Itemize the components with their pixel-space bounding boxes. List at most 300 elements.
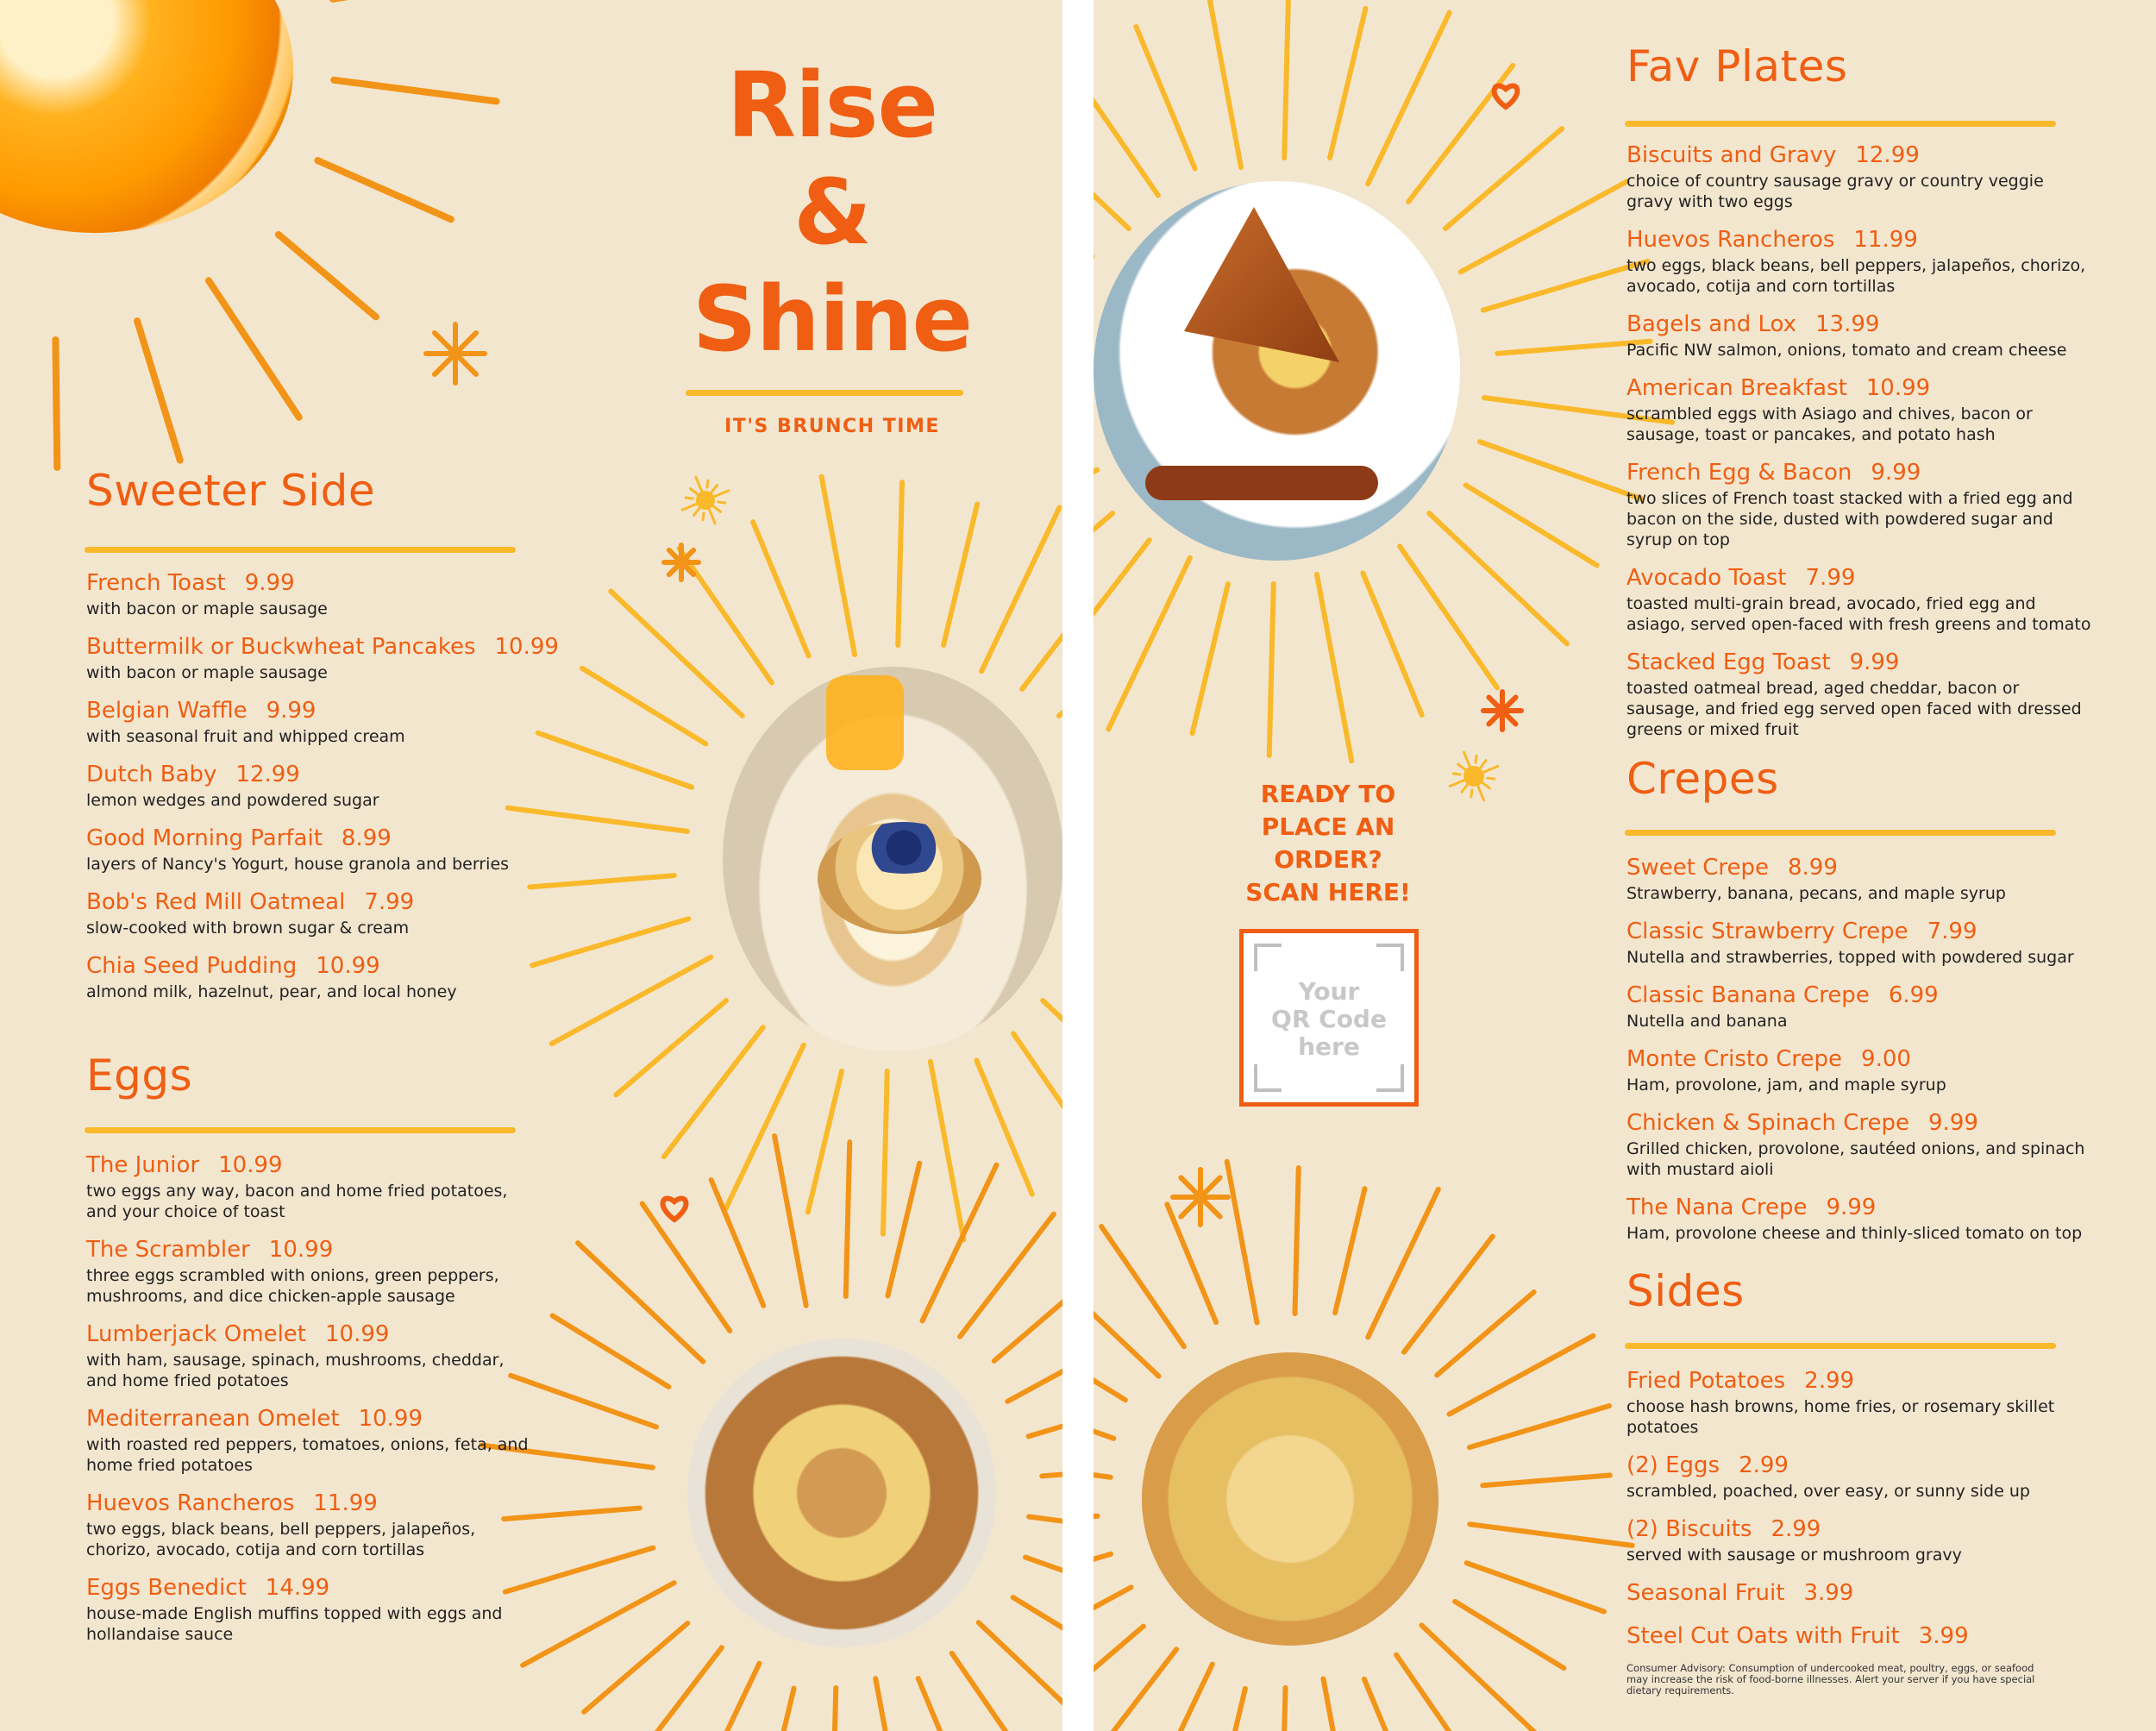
qr-cta-line: PLACE AN	[1261, 812, 1395, 841]
menu-item	[1626, 457, 2092, 550]
sun-ray-icon	[1094, 1264, 1159, 1377]
sun-ray-icon	[1094, 1627, 1144, 1709]
sun-ray-icon	[875, 1678, 907, 1731]
menu-item-price: 8.99	[1788, 855, 1838, 881]
heart-icon	[663, 1198, 686, 1220]
title-divider	[686, 390, 963, 396]
menu-item-header	[86, 759, 552, 790]
menu-item-price: 11.99	[313, 1490, 378, 1516]
menu-item-header	[1626, 1621, 2092, 1652]
menu-item-description: Strawberry, banana, pecans, and maple syrup	[1626, 884, 2006, 903]
sun-ray-icon	[1193, 584, 1228, 733]
menu-item-header	[86, 1319, 535, 1350]
sun-ray-icon	[1437, 1292, 1533, 1375]
menu-item	[1626, 647, 2092, 740]
qr-placeholder-line: QR Code	[1271, 1005, 1387, 1033]
sun-ray-icon	[898, 482, 902, 645]
qr-corner-mark	[1254, 1064, 1282, 1092]
sun-ray-icon	[726, 1045, 804, 1209]
star-burst-icon	[1173, 1170, 1228, 1225]
menu-item	[86, 1572, 535, 1645]
menu-item-price: 9.99	[1849, 649, 1900, 675]
menu-item-description: three eggs scrambled with onions, green peppers, mushrooms, and dice chicken-apple sausage	[86, 1266, 499, 1306]
sun-ray-icon	[976, 1061, 1031, 1195]
menu-item-header	[1626, 1192, 2092, 1223]
sun-ray-icon	[55, 340, 57, 467]
menu-item	[1626, 852, 2092, 904]
sun-ray-icon	[334, 80, 496, 102]
sun-ray-icon	[1142, 1665, 1213, 1731]
menu-item-price: 3.99	[1803, 1580, 1854, 1606]
menu-left-panel	[0, 0, 1062, 1731]
menu-item-header	[1626, 373, 2092, 404]
menu-item-header	[1626, 1450, 2092, 1481]
qr-placeholder-line: here	[1298, 1032, 1360, 1061]
menu-item-header	[86, 1150, 535, 1181]
sun-ray-icon	[711, 1180, 764, 1306]
menu-item-price: 2.99	[1739, 1452, 1789, 1478]
sun-ray-icon	[710, 486, 717, 494]
sun-ray-icon	[553, 1315, 669, 1386]
menu-item-name: (2) Eggs	[1626, 1452, 1720, 1478]
menu-item-name: Belgian Waffle	[86, 698, 248, 724]
sun-ray-icon	[686, 1664, 760, 1731]
menu-right-panel	[1094, 0, 2156, 1731]
sun-ray-icon	[532, 919, 688, 965]
menu-item-description: with bacon or maple sausage	[86, 599, 328, 618]
menu-item-name: Steel Cut Oats with Fruit	[1626, 1623, 1900, 1649]
sun-ray-icon	[1368, 1189, 1438, 1338]
menu-item-price: 10.99	[325, 1321, 390, 1347]
sun-ray-icon	[680, 549, 772, 683]
sun-ray-icon	[822, 477, 855, 655]
menu-item-price: 9.99	[1871, 460, 1921, 486]
sun-ray-icon	[1445, 129, 1562, 229]
menu-item-price: 13.99	[1815, 311, 1880, 337]
sun-ray-icon	[1483, 261, 1648, 310]
section-divider	[1625, 121, 2056, 127]
qr-cta-line: READY TO	[1260, 780, 1396, 808]
sausage	[1145, 466, 1378, 500]
sun-ray-icon	[808, 1071, 842, 1212]
eggs-list	[86, 1150, 535, 1657]
tagline: IT'S BRUNCH TIME	[724, 416, 940, 437]
sun-ray-icon	[1025, 1558, 1062, 1609]
menu-item-price: 14.99	[265, 1575, 330, 1601]
menu-item-name: Classic Strawberry Crepe	[1626, 919, 1908, 944]
sun-ray-icon	[1101, 1226, 1184, 1346]
menu-item	[86, 823, 552, 875]
sun-ray-icon	[1400, 546, 1497, 687]
sun-ray-icon	[994, 1272, 1062, 1361]
menu-item	[1626, 1365, 2092, 1438]
sun-ray-icon	[1013, 1033, 1062, 1168]
menu-item-description: lemon wedges and powdered sugar	[86, 791, 379, 810]
menu-item	[1626, 224, 2092, 297]
menu-item-name: Bagels and Lox	[1626, 311, 1797, 337]
menu-item-header	[86, 823, 552, 854]
menu-item-name: American Breakfast	[1626, 375, 1847, 401]
sun-ray-icon	[846, 1142, 850, 1296]
menu-item-header	[1626, 1044, 2092, 1075]
sun-ray-icon	[1470, 1406, 1609, 1447]
menu-item-price: 7.99	[1805, 565, 1856, 591]
sun-icon-rays	[682, 477, 729, 524]
sun-ray-icon	[1282, 1688, 1285, 1731]
menu-item-price: 10.99	[494, 634, 559, 660]
title-line-1: Rise	[726, 53, 938, 158]
sun-ray-icon	[1482, 1475, 1610, 1485]
menu-item-header	[1626, 1365, 2092, 1396]
crepes-photo	[1142, 1352, 1438, 1646]
menu-item-name: The Scrambler	[86, 1237, 250, 1263]
sun-ray-icon	[1471, 790, 1472, 797]
sun-ray-icon	[1284, 0, 1288, 158]
menu-item-description: toasted multi-grain bread, avocado, fried egg and asiago, served open-faced with fresh greens and tomato	[1626, 594, 2091, 634]
menu-item-header	[86, 1403, 535, 1434]
sun-ray-icon	[711, 505, 720, 511]
menu-item-price: 9.00	[1861, 1046, 1911, 1072]
menu-item-header	[86, 1572, 535, 1603]
qr-cta-line: ORDER?	[1274, 845, 1382, 874]
sun-ray-icon	[552, 957, 711, 1044]
section-divider	[85, 547, 516, 553]
sun-ray-icon	[664, 1027, 763, 1157]
menu-item-name: Chia Seed Pudding	[86, 953, 298, 979]
menu-item-price: 10.99	[218, 1152, 283, 1178]
title-line-3: Shine	[692, 267, 973, 372]
menu-item-name: Good Morning Parfait	[86, 825, 323, 851]
sun-ray-icon	[1466, 486, 1597, 566]
menu-item-name: Chicken & Spinach Crepe	[1626, 1110, 1910, 1136]
qr-placeholder-line: Your	[1298, 977, 1360, 1006]
sun-ray-icon	[1043, 1000, 1062, 1125]
menu-item-name: Huevos Rancheros	[86, 1490, 295, 1516]
blueberries	[852, 822, 956, 874]
sun-ray-icon	[538, 733, 692, 787]
qr-corner-mark	[1254, 944, 1282, 971]
menu-item-price: 2.99	[1804, 1368, 1855, 1394]
menu-item-header	[1626, 980, 2092, 1011]
sun-ray-icon	[1094, 1456, 1111, 1477]
sun-ray-icon	[707, 480, 708, 487]
section-divider	[1625, 830, 2056, 836]
menu-item-price: 12.99	[1855, 142, 1920, 168]
sun-ray-icon	[279, 235, 376, 317]
sun-ray-icon	[1094, 1554, 1111, 1596]
sun-ray-icon	[1136, 27, 1194, 168]
menu-item-description: choose hash browns, home fries, or rosemary skillet potatoes	[1626, 1397, 2055, 1437]
menu-item-description: Grilled chicken, provolone, sautéed onions, and spinach with mustard aioli	[1626, 1139, 2085, 1179]
sun-ray-icon	[616, 1000, 726, 1094]
menu-item-header	[1626, 1107, 2092, 1138]
menu-item-description: served with sausage or mushroom gravy	[1626, 1546, 1962, 1565]
menu-item	[1626, 1450, 2092, 1502]
sun-ray-icon	[1323, 1678, 1353, 1731]
menu-item-header	[86, 1234, 535, 1265]
menu-item-name: Stacked Egg Toast	[1626, 649, 1831, 675]
menu-item-name: (2) Biscuits	[1626, 1516, 1752, 1542]
menu-item-header	[86, 695, 552, 726]
qr-call-to-action	[1216, 778, 1440, 909]
sun-ray-icon	[1458, 764, 1467, 771]
sun-ray-icon	[1215, 1689, 1244, 1731]
menu-item-header	[1626, 852, 2092, 883]
crepes-list	[1626, 852, 2092, 1256]
sun-ray-icon	[1227, 1162, 1257, 1323]
menu-item-name: Lumberjack Omelet	[86, 1321, 306, 1347]
menu-item-price: 9.99	[1928, 1110, 1978, 1136]
menu-item-header	[86, 568, 552, 599]
consumer-advisory: Consumer Advisory: Consumption of undercooked meat, poultry, eggs, or seafood may increase the risk of food-borne illnesses. Alert your server if you have special dietary requirements.	[1626, 1662, 2035, 1697]
sun-ray-icon	[774, 1136, 806, 1306]
menu-item-price: 11.99	[1853, 227, 1918, 253]
title-line-2: &	[793, 160, 871, 265]
menu-item-description: Ham, provolone cheese and thinly-sliced tomato on top	[1626, 1224, 2083, 1243]
sun-ray-icon	[1330, 9, 1365, 158]
menu-item-description: with ham, sausage, spinach, mushrooms, cheddar, and home fried potatoes	[86, 1351, 505, 1390]
sun-ray-icon	[1269, 584, 1274, 756]
menu-item-name: Huevos Rancheros	[1626, 227, 1835, 253]
menu-item-description: two eggs, black beans, bell peppers, jalapeños, chorizo, avocado, cotija and corn tortillas	[1626, 256, 2086, 296]
menu-item-name: Buttermilk or Buckwheat Pancakes	[86, 634, 476, 660]
sun-ray-icon	[887, 1163, 919, 1296]
menu-item-header	[1626, 309, 2092, 340]
menu-item	[1626, 309, 2092, 361]
menu-item	[86, 1403, 535, 1476]
sun-ray-icon	[1363, 574, 1421, 715]
sun-ray-icon	[1467, 1563, 1604, 1611]
menu-item-name: Bob's Red Mill Oatmeal	[86, 889, 346, 915]
menu-item-price: 7.99	[1927, 919, 1977, 944]
menu-item-header	[1626, 647, 2092, 678]
section-divider	[1625, 1343, 2056, 1349]
menu-item-name: French Egg & Bacon	[1626, 460, 1852, 486]
qr-cta-line: SCAN HERE!	[1245, 878, 1411, 906]
menu-item	[86, 950, 552, 1002]
sun-ray-icon	[1029, 1517, 1062, 1540]
menu-item-name: Dutch Baby	[86, 762, 217, 787]
sun-ray-icon	[918, 1678, 971, 1731]
menu-item	[86, 759, 552, 811]
granola-bowl-photo	[687, 1339, 996, 1647]
menu-item-price: 6.99	[1888, 982, 1939, 1008]
menu-item-description: Pacific NW salmon, onions, tomato and cream cheese	[1626, 341, 2067, 360]
sun-ray-icon	[1294, 1168, 1298, 1314]
sun-ray-icon	[981, 508, 1059, 672]
sun-ray-icon	[1094, 98, 1129, 229]
menu-item	[1626, 1514, 2092, 1565]
menu-item-name: Avocado Toast	[1626, 565, 1787, 591]
star-burst-icon	[664, 545, 699, 580]
section-heading-eggs: Eggs	[86, 1051, 193, 1101]
menu-item	[1626, 140, 2092, 212]
menu-item-description: layers of Nancy's Yogurt, house granola and berries	[86, 855, 510, 874]
menu-item-header	[86, 950, 552, 982]
section-heading-crepes: Crepes	[1626, 754, 1779, 804]
sun-ray-icon	[317, 160, 451, 219]
menu-item-header	[1626, 562, 2092, 593]
sweeter-side-list	[86, 568, 559, 1014]
sun-ray-icon	[832, 1688, 837, 1731]
menu-item	[86, 1234, 535, 1307]
section-heading-sides: Sides	[1626, 1266, 1745, 1316]
menu-item-header	[1626, 916, 2092, 947]
sun-ray-icon	[584, 1623, 687, 1712]
menu-item-description: slow-cooked with brown sugar & cream	[86, 919, 410, 938]
sun-ray-icon	[883, 1071, 887, 1234]
menu-item-description: with seasonal fruit and whipped cream	[86, 727, 405, 746]
sun-ray-icon	[1481, 781, 1489, 788]
sun-ray-icon	[1470, 1524, 1632, 1546]
sun-ray-icon	[1029, 1392, 1062, 1436]
sun-ray-icon	[1479, 761, 1486, 769]
french-toast-plate-photo	[1094, 181, 1460, 561]
menu-item-price: 10.99	[268, 1237, 334, 1263]
sun-ray-icon	[1462, 783, 1469, 792]
menu-item-header	[86, 887, 552, 918]
menu-item-name: The Junior	[86, 1152, 200, 1178]
sun-ray-icon	[642, 1204, 730, 1331]
sun-ray-icon	[137, 321, 180, 461]
qr-corner-mark	[1376, 1064, 1404, 1092]
toast-slice	[1184, 207, 1339, 362]
menu-item	[86, 1488, 535, 1560]
menu-item-description: Ham, provolone, jam, and maple syrup	[1626, 1076, 1946, 1094]
menu-item-header	[1626, 224, 2092, 255]
menu-item-description: with roasted red peppers, tomatoes, onions, feta, and home fried potatoes	[86, 1435, 529, 1475]
sun-ray-icon	[1488, 778, 1495, 779]
menu-item-name: The Nana Crepe	[1626, 1195, 1808, 1220]
sun-ray-icon	[1108, 558, 1190, 730]
sun-ray-icon	[762, 1689, 794, 1731]
qr-code-placeholder[interactable]	[1239, 929, 1419, 1107]
star-burst-icon	[1483, 692, 1521, 730]
menu-item	[1626, 1107, 2092, 1180]
menu-item-name: Sweet Crepe	[1626, 855, 1769, 881]
menu-title	[673, 52, 992, 373]
sun-ray-icon	[1007, 1319, 1062, 1402]
menu-item-description: Nutella and banana	[1626, 1012, 1788, 1031]
menu-item-price: 9.99	[1826, 1195, 1877, 1220]
menu-item	[86, 1319, 535, 1391]
menu-item-description: house-made English muffins topped with eggs and hollandaise sauce	[86, 1604, 503, 1644]
sun-ray-icon	[686, 498, 693, 499]
menu-item-description: two eggs any way, bacon and home fried potatoes, and your choice of toast	[86, 1182, 508, 1221]
menu-item	[1626, 916, 2092, 968]
menu-item-header	[1626, 457, 2092, 488]
menu-item-description: Nutella and strawberries, topped with powdered sugar	[1626, 948, 2074, 967]
sun-ray-icon	[1094, 54, 1158, 196]
sun-ray-icon	[1206, 0, 1241, 167]
menu-item	[1626, 1044, 2092, 1095]
sun-ray-icon	[1480, 442, 1642, 499]
sun-icon-rays	[1450, 752, 1497, 800]
sun-ray-icon	[1455, 1602, 1564, 1668]
menu-item-price: 10.99	[316, 953, 380, 979]
menu-item	[86, 1150, 535, 1222]
star-burst-icon	[426, 324, 485, 383]
sun-ray-icon	[923, 1165, 997, 1321]
menu-item	[1626, 373, 2092, 445]
pancakes-photo	[723, 667, 1062, 1051]
menu-item-header	[86, 1488, 535, 1519]
sun-ray-icon	[1094, 470, 1097, 561]
sun-ray-icon	[718, 502, 725, 503]
menu-item-name: Seasonal Fruit	[1626, 1580, 1785, 1606]
menu-item-description: almond milk, hazelnut, pear, and local honey	[86, 982, 457, 1001]
menu-item-price: 9.99	[244, 570, 295, 596]
sun-ray-icon	[1317, 574, 1351, 761]
sun-ray-icon	[1404, 1237, 1493, 1352]
menu-item	[1626, 980, 2092, 1032]
menu-item-description: scrambled eggs with Asiago and chives, bacon or sausage, toast or pancakes, and potato hash	[1626, 405, 2033, 444]
menu-item-name: Monte Cristo Crepe	[1626, 1046, 1843, 1072]
menu-item-description: with bacon or maple sausage	[86, 663, 328, 682]
menu-item-name: Biscuits and Gravy	[1626, 142, 1837, 168]
menu-item-header	[1626, 140, 2092, 171]
menu-item	[86, 568, 552, 619]
sun-ray-icon	[1094, 1516, 1098, 1527]
section-heading-fav-plates: Fav Plates	[1626, 41, 1848, 91]
menu-item-price: 3.99	[1918, 1623, 1969, 1649]
menu-item	[86, 695, 552, 747]
sun-ray-icon	[1013, 1597, 1062, 1668]
menu-item-description: scrambled, poached, over easy, or sunny side up	[1626, 1482, 2030, 1501]
menu-item-header	[1626, 1514, 2092, 1545]
menu-item-price: 2.99	[1771, 1516, 1821, 1542]
sun-ray-icon	[943, 505, 977, 645]
menu-item	[1626, 1577, 2092, 1609]
sun-ray-icon	[691, 489, 699, 496]
section-heading-sweeter-side: Sweeter Side	[86, 466, 376, 516]
menu-item-description: two eggs, black beans, bell peppers, jalapeños, chorizo, avocado, cotija and corn tortillas	[86, 1520, 476, 1559]
sun-ray-icon	[1335, 1188, 1364, 1313]
menu-item-description: toasted oatmeal bread, aged cheddar, bacon or sausage, and fried egg served open faced with dressed greens or mixed fruit	[1626, 679, 2082, 739]
sun-ray-icon	[1094, 1389, 1113, 1438]
menu-item-description: choice of country sausage gravy or country veggie gravy with two eggs	[1626, 172, 2044, 211]
menu-item	[1626, 1621, 2092, 1652]
qr-corner-mark	[1376, 944, 1404, 971]
menu-item-name: Mediterranean Omelet	[86, 1406, 340, 1432]
menu-item-name: Eggs Benedict	[86, 1575, 247, 1601]
sun-ray-icon	[931, 1062, 963, 1239]
sun-ray-icon	[703, 513, 704, 520]
menu-item-price: 9.99	[266, 698, 317, 724]
menu-item-name: Classic Banana Crepe	[1626, 982, 1870, 1008]
menu-item-price: 8.99	[341, 825, 392, 851]
menu-item-price: 12.99	[235, 762, 300, 787]
qr-placeholder-text	[1244, 978, 1414, 1061]
menu-item	[1626, 1192, 2092, 1244]
menu-item-price: 7.99	[364, 889, 415, 915]
orange-juice-glass	[826, 675, 904, 770]
sun-ray-icon	[1042, 1465, 1062, 1477]
sun-ray-icon	[1368, 13, 1450, 185]
menu-item	[86, 631, 559, 683]
section-divider	[85, 1127, 516, 1133]
fav-plates-list	[1626, 140, 2092, 752]
sides-list	[1626, 1365, 2092, 1664]
sun-ray-icon	[694, 506, 701, 515]
sun-ray-icon	[209, 280, 299, 417]
sun-ray-icon	[582, 668, 705, 744]
sun-ray-icon	[1167, 1204, 1216, 1322]
menu-item	[86, 887, 552, 938]
menu-item-name: Fried Potatoes	[1626, 1368, 1786, 1394]
sun-ray-icon	[1453, 774, 1460, 775]
menu-item-description: two slices of French toast stacked with a fried egg and bacon on the side, dusted with powdered sugar and syrup on top	[1626, 489, 2073, 549]
